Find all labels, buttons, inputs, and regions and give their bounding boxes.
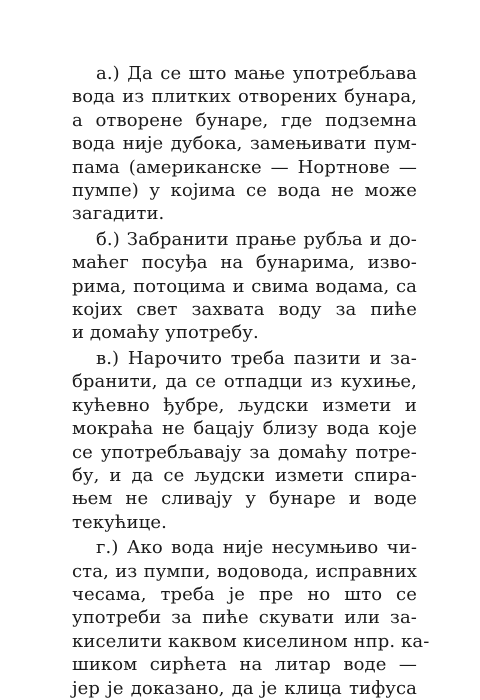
text-line: бранити, да се отпадци из кухиње,	[72, 371, 417, 393]
text-line: а.) Да се што мање употребљава	[96, 63, 417, 84]
text-line: а отворене бунаре, где подземна	[72, 109, 417, 131]
paragraph-g	[72, 536, 430, 700]
text-line: загадити.	[72, 203, 165, 225]
text-line: вода није дубока, замењивати пум-	[72, 133, 417, 155]
text-line: бу, и да се људски измети спира-	[72, 464, 417, 486]
text-line: киселити каквом киселином нпр. ка-	[72, 630, 430, 652]
paragraph-b	[72, 228, 417, 345]
text-line: ста, из пумпи, водовода, исправних	[72, 560, 417, 582]
text-line: чесама, треба је пре но што се	[72, 583, 417, 605]
paragraph-v	[72, 347, 417, 534]
text-line: пумпе) у којима се вода не може	[72, 180, 417, 202]
text-line: шиком сирћета на литар воде —	[72, 654, 417, 676]
text-line: јер је доказано, да је клица тифуса	[72, 677, 417, 699]
text-line: текућице.	[72, 511, 167, 533]
text-line: г.) Ако вода није несумњиво чи-	[96, 537, 417, 559]
text-line: рима, потоцима и свима водама, са	[72, 275, 417, 297]
text-line: кућевно ђубре, људски измети и	[72, 394, 417, 416]
text-line: пама (американске — Нортнове —	[72, 156, 417, 178]
text-line: мокраћа не бацају близу вода које	[72, 418, 417, 440]
text-line: в.) Нарочито треба пазити и за-	[96, 347, 417, 369]
text-line: б.) Забранити прање рубља и до-	[96, 228, 417, 250]
text-line: употреби за пиће скувати или за-	[72, 607, 417, 629]
paragraph-a	[72, 62, 417, 226]
text-line: маћег посуђа на бунарима, изво-	[72, 252, 417, 274]
body-text	[72, 62, 430, 700]
text-line: вода из плитких отворених бунара,	[72, 86, 417, 108]
text-line: њем не сливају у бунаре и воде	[72, 488, 417, 510]
text-line: се употребљавају за домаћу потре-	[72, 441, 417, 463]
text-line: којих свет захвата воду за пиће	[72, 299, 417, 321]
text-line: и домаћу употребу.	[72, 322, 259, 344]
